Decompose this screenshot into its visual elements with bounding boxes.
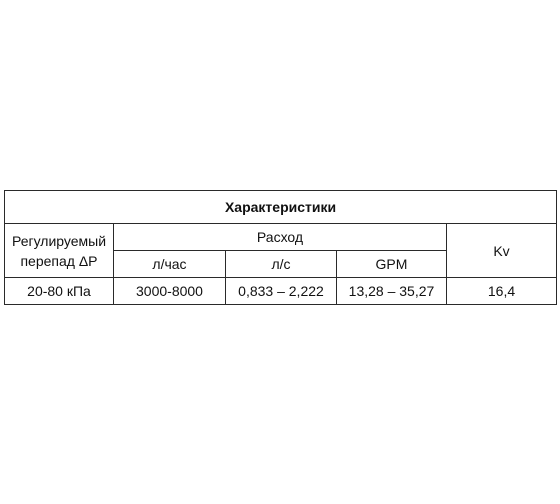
pressure-drop-header-line2: перепад ΔP — [20, 252, 98, 269]
pressure-drop-header-line1: Регулируемый — [11, 232, 107, 249]
table-title: Характеристики — [5, 191, 557, 224]
pressure-drop-value: 20-80 кПа — [5, 278, 114, 305]
pressure-drop-header — [5, 224, 114, 278]
kv-value: 16,4 — [447, 278, 557, 305]
flow-group-header: Расход — [114, 224, 447, 251]
unit-liters-per-hour: л/час — [114, 251, 226, 278]
table-row — [5, 278, 557, 305]
flow-liters-per-hour-value: 3000-8000 — [114, 278, 226, 305]
unit-liters-per-second: л/с — [226, 251, 337, 278]
flow-liters-per-second-value: 0,833 – 2,222 — [226, 278, 337, 305]
kv-header: Kv — [447, 224, 557, 278]
flow-gpm-value: 13,28 – 35,27 — [337, 278, 447, 305]
unit-gpm: GPM — [337, 251, 447, 278]
table-header-row — [5, 224, 557, 251]
specifications-table — [4, 190, 557, 305]
table-title-row — [5, 191, 557, 224]
